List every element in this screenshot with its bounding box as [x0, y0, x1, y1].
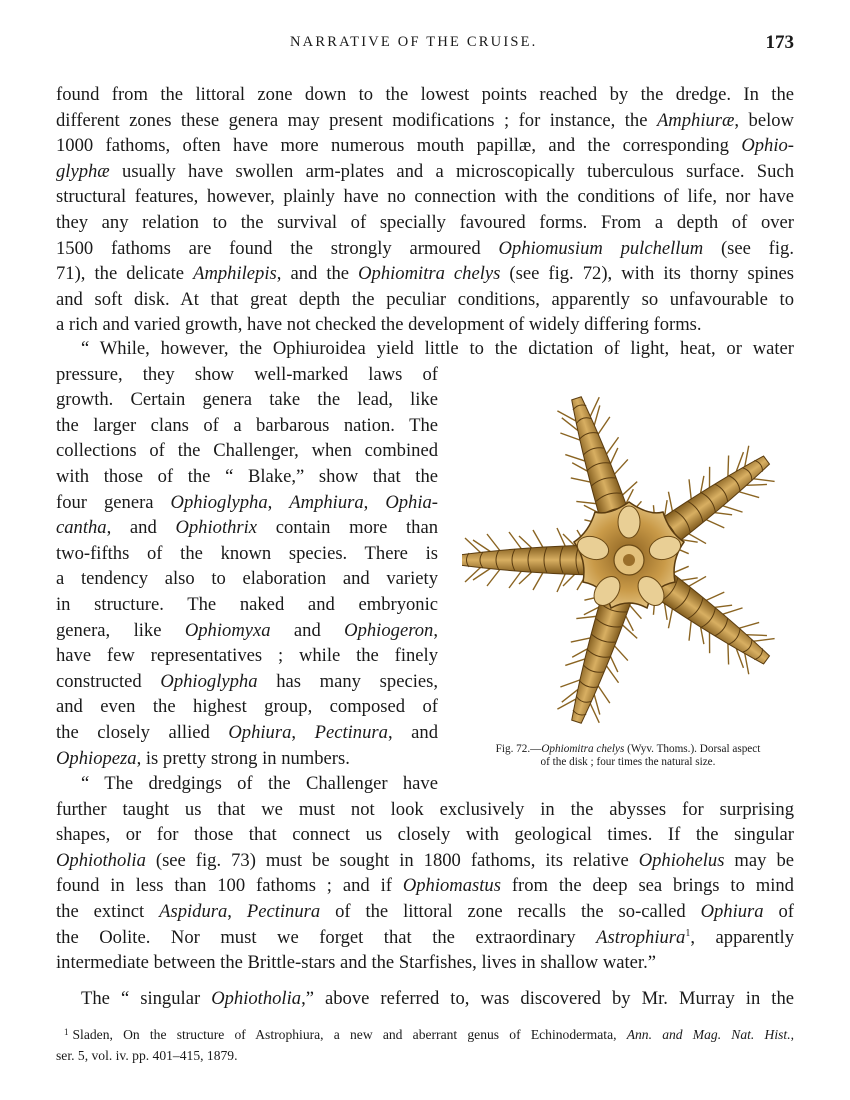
text-run: found in less than 100 fathoms ; and if	[56, 875, 403, 897]
text-run: of	[763, 900, 794, 922]
text-run: , and the	[276, 263, 359, 285]
text-run: different zones these genera may present modifications ; for instance, the	[56, 109, 657, 131]
paragraph-2-line	[56, 490, 438, 516]
taxon-name: Ophiogeron	[344, 619, 434, 641]
taxon-name: Ophiura	[700, 900, 764, 922]
text-run: , and	[106, 517, 176, 539]
text-run: a tendency also to elaboration and variety	[56, 568, 438, 590]
journal-title: Ann. and Mag. Nat. Hist.	[626, 1027, 791, 1042]
taxon-name: Ophio-	[741, 135, 794, 157]
text-run: the extinct	[56, 900, 160, 922]
figure-caption-taxon: Ophiomitra chelys	[541, 743, 625, 755]
text-run: pressure, they show well-marked laws of	[56, 363, 438, 385]
text-run: constructed	[56, 670, 161, 692]
text-run: (see fig.	[703, 237, 794, 259]
text-run: in structure. The naked and embryonic	[56, 593, 438, 615]
text-run: ,	[363, 491, 386, 513]
text-run: contain more than	[257, 517, 439, 539]
running-head	[0, 34, 850, 58]
text-run: shapes, or for those that connect us closely with geological times. If the singular	[56, 824, 794, 846]
paragraph-4	[56, 986, 794, 1012]
taxon-name: Ophiopeza	[56, 747, 137, 769]
taxon-name: Ophiomastus	[402, 875, 501, 897]
text-run: have few representatives ; while the finely	[56, 645, 438, 667]
text-run: , is pretty strong in numbers.	[136, 747, 350, 769]
text-run: the closely allied	[56, 721, 229, 743]
taxon-name: Pectinura	[314, 721, 388, 743]
taxon-name: Pectinura	[246, 900, 321, 922]
taxon-name: Ophiomitra chelys	[358, 263, 501, 285]
taxon-name: cantha	[56, 517, 107, 539]
paragraph-1-line	[56, 210, 794, 236]
footnote-reference[interactable]: 1	[685, 927, 691, 939]
taxon-name: Ophioglypha	[170, 491, 268, 513]
text-run: ,	[790, 1027, 794, 1042]
text-run: (see fig. 73) must be sought in 1800 fathoms, its relative	[145, 849, 639, 871]
text-run: and soft disk. At that great depth the peculiar conditions, apparently so unfavourable to	[56, 288, 794, 310]
taxon-name: Ophia-	[385, 491, 438, 513]
taxon-name: Amphiura	[289, 491, 364, 513]
taxon-name: Ophioglypha	[160, 670, 258, 692]
text-run: has many species,	[257, 670, 438, 692]
paragraph-3-line	[56, 797, 794, 823]
paragraph-2-line	[56, 669, 438, 695]
text-run: they any relation to the survival of specially favoured forms. From a depth of over	[56, 211, 794, 233]
paragraph-2-line	[56, 720, 438, 746]
text-run: and	[270, 619, 345, 641]
figure-caption-label: Fig. 72.—	[495, 743, 542, 755]
paragraph-2-line	[56, 362, 438, 388]
taxon-name: Ophiomusium pulchellum	[498, 237, 704, 259]
taxon-name: Ophiothrix	[175, 517, 258, 539]
footnote-line	[56, 1025, 794, 1046]
paragraph-1-line	[56, 133, 794, 159]
paragraph-3-line	[56, 950, 794, 976]
text-run: , below	[734, 109, 794, 131]
paragraph-2-line	[56, 566, 438, 592]
taxon-name: Ophiura	[228, 721, 292, 743]
taxon-name: Astrophiura	[596, 926, 686, 948]
paragraph-1-line	[56, 82, 794, 108]
text-run: (see fig. 72), with its thorny spines	[500, 263, 795, 285]
text-run: 1500 fathoms are found the strongly armoured	[56, 237, 499, 259]
text-run: structural features, however, plainly have no connection with the conditions of life, nor have	[56, 186, 794, 208]
text-run: ser. 5, vol. iv. pp. 401–415, 1879.	[56, 1048, 238, 1063]
paragraph-1-line	[56, 287, 794, 313]
text-run: intermediate between the Brittle-stars and the Starfishes, lives in shallow water.”	[56, 952, 656, 974]
text-run: 1000 fathoms, often have more numerous mouth papillæ, and the corresponding	[56, 135, 742, 157]
running-title: NARRATIVE OF THE CRUISE.	[290, 34, 538, 50]
text-run: ,	[433, 619, 438, 641]
taxon-name: glyphæ	[56, 160, 110, 182]
text-run: genera, like	[56, 619, 185, 641]
page-number: 173	[765, 32, 794, 53]
paragraph-2-line	[56, 515, 438, 541]
taxon-name: Amphilepis	[193, 263, 277, 285]
paragraph-2-line	[56, 464, 438, 490]
text-run: , apparently	[690, 926, 794, 948]
text-run: ,	[291, 721, 315, 743]
paragraph-3-line	[56, 848, 794, 874]
taxon-name: Amphiuræ	[656, 109, 735, 131]
taxon-name: Ophiohelus	[638, 849, 725, 871]
text-run: collections of the Challenger, when combined	[56, 440, 438, 462]
text-run: further taught us that we must not look exclusively in the abysses for surprising	[56, 798, 794, 820]
footnote-line	[56, 1046, 794, 1065]
text-run: with those of the “ Blake,” show that the	[56, 465, 438, 487]
paragraph-2-line	[56, 438, 438, 464]
taxon-name: Aspidura	[159, 900, 228, 922]
text-run: 71), the delicate	[56, 263, 194, 285]
text-run: Sladen, On the structure of Astrophiura, a new and aberrant genus of Echinodermata,	[72, 1027, 627, 1042]
figure-caption	[462, 743, 794, 769]
text-run: ,	[227, 900, 247, 922]
paragraph-3-line	[56, 899, 794, 925]
footnote	[56, 1025, 794, 1065]
taxon-name: Ophiomyxa	[184, 619, 271, 641]
text-run: may be	[724, 849, 794, 871]
text-run: of the littoral zone recalls the so-called	[320, 900, 701, 922]
text-run: The “ singular	[81, 988, 212, 1009]
paragraph-3-first-line: “ The dredgings of the Challenger have	[81, 773, 438, 794]
text-run: two-fifths of the known species. There is	[56, 542, 438, 564]
figure-caption-rest: (Wyv. Thoms.). Dorsal aspect	[624, 743, 761, 755]
paragraph-1-line	[56, 312, 794, 338]
figure-caption-line-2: of the disk ; four times the natural size.	[540, 756, 716, 768]
paragraph-2-line	[56, 592, 438, 618]
text-run: ,” above referred to, was discovered by Mr. Murray in the	[301, 988, 794, 1009]
paragraph-1-line	[56, 108, 794, 134]
text-run: the Oolite. Nor must we forget that the extraordinary	[56, 926, 597, 948]
paragraph-2-line	[56, 618, 438, 644]
text-run: growth. Certain genera take the lead, like	[56, 389, 438, 411]
text-run: four genera	[56, 491, 171, 513]
taxon-name: Ophiotholia	[56, 849, 146, 871]
paragraph-2-first-line: “ While, however, the Ophiuroidea yield little to the dictation of light, heat, or water	[81, 338, 794, 359]
figure-72	[462, 384, 794, 738]
paragraph-2-line	[56, 694, 438, 720]
brittle-star-dorsal-view-icon	[462, 384, 794, 738]
paragraph-1-line	[56, 236, 794, 262]
paragraph-1-line	[56, 159, 794, 185]
paragraph-2-line	[56, 746, 438, 772]
paragraph-4-line	[56, 986, 794, 1012]
text-run: and even the highest group, composed of	[56, 696, 438, 718]
paragraph-1-line	[56, 184, 794, 210]
paragraph-3-line	[56, 822, 794, 848]
paragraph-1-line	[56, 261, 794, 287]
text-run: from the deep sea brings to mind	[500, 875, 794, 897]
text-run: found from the littoral zone down to the lowest points reached by the dredge. In the	[56, 84, 794, 105]
paragraph-3-line	[56, 925, 794, 951]
footnote-marker: 1	[64, 1027, 69, 1037]
paragraph-2-line	[56, 387, 438, 413]
paragraph-3-line	[56, 873, 794, 899]
paragraph-2-line	[56, 413, 438, 439]
text-run: usually have swollen arm-plates and a microscopically tuberculous surface. Such	[109, 160, 794, 182]
taxon-name: Ophiotholia	[211, 988, 302, 1009]
text-run: ,	[267, 491, 290, 513]
text-run: a rich and varied growth, have not checked the development of widely differing forms.	[56, 314, 702, 336]
text-run: the larger clans of a barbarous nation. The	[56, 414, 438, 436]
text-run: , and	[387, 721, 438, 743]
paragraph-2-line	[56, 643, 438, 669]
paragraph-1	[56, 82, 794, 338]
paragraph-3	[56, 771, 794, 976]
paragraph-2-line	[56, 541, 438, 567]
